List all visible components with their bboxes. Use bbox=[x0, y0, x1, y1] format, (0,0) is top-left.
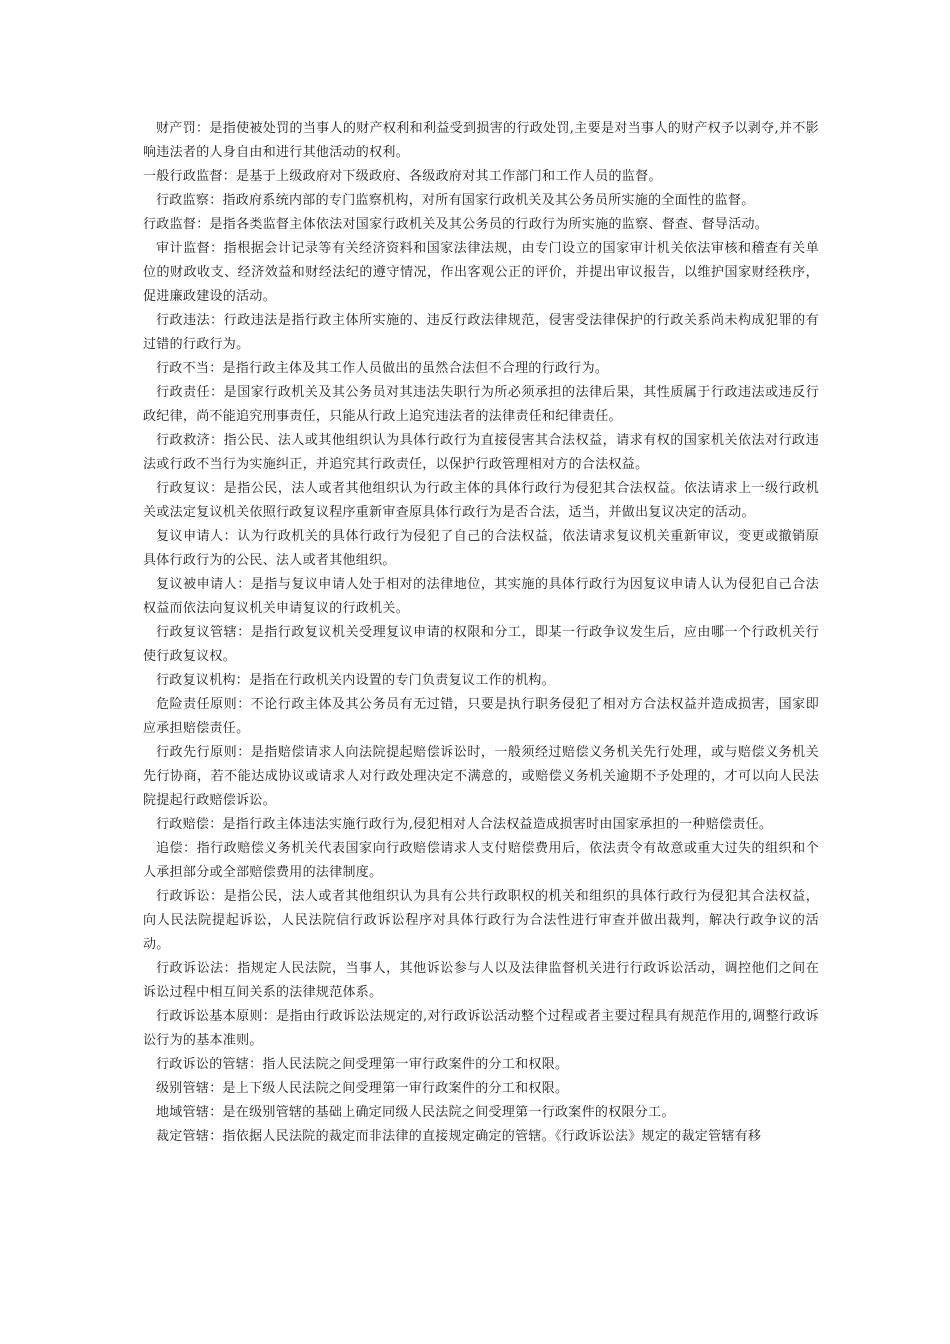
paragraph-reconsideration-body: 行政复议机构：是指在行政机关内设置的专门负责复议工作的机构。 bbox=[156, 673, 556, 688]
paragraph-reconsideration-respondent: 复议被申请人：是指与复议申请人处于相对的法律地位，其实施的具体行政行为因复议申请人认为侵犯自己合法权益而依法向复议机关申请复议的行政机关。 bbox=[143, 577, 819, 616]
paragraph-administrative-liability: 行政责任：是国家行政机关及其公务员对其违法失职行为所必须承担的法律后果，其性质属于行政违法或违反行政纪律，尚不能追究刑事责任，只能从行政上追究违法者的法律责任和纪律责任。 bbox=[143, 385, 819, 424]
paragraph-property-penalty: 财产罚：是指使被处罚的当事人的财产权利和利益受到损害的行政处罚,主要是对当事人的财产权予以剥夺,并不影响违法者的人身自由和进行其他活动的权利。 bbox=[143, 121, 819, 160]
paragraph-territorial-jurisdiction: 地域管辖：是在级别管辖的基础上确定同级人民法院之间受理第一行政案件的权限分工。 bbox=[156, 1105, 675, 1120]
paragraph-reconsideration-jurisdiction: 行政复议管辖：是指行政复议机关受理复议申请的权限和分工，即某一行政争议发生后，应由哪一个行政机关行使行政复议权。 bbox=[143, 625, 819, 664]
paragraph-administrative-violation: 行政违法：行政违法是指行政主体所实施的、违反行政法律规范，侵害受法律保护的行政关系尚未构成犯罪的有过错的行政行为。 bbox=[143, 313, 819, 352]
paragraph-administrative-remedy: 行政救济：指公民、法人或其他组织认为具体行政行为直接侵害其合法权益，请求有权的国家机关依法对行政违法或行政不当行为实施纠正，并追究其行政责任，以保护行政管理相对方的合法权益。 bbox=[143, 433, 819, 472]
paragraph-administrative-supervision: 行政监督：是指各类监督主体依法对国家行政机关及其公务员的行政行为所实施的监察、督查、督导活动。 bbox=[143, 217, 769, 232]
paragraph-administrative-compensation: 行政赔偿：是指行政主体违法实施行政行为,侵犯相对人合法权益造成损害时由国家承担的一种赔偿责任。 bbox=[156, 817, 773, 832]
paragraph-risk-liability-principle: 危险责任原则：不论行政主体及其公务员有无过错，只要是执行职务侵犯了相对方合法权益并造成损害，国家即应承担赔偿责任。 bbox=[143, 697, 819, 736]
paragraph-litigation-basic-principles: 行政诉讼基本原则：是指由行政诉讼法规定的,对行政诉讼活动整个过程或者主要过程具有规范作用的,调整行政诉讼行为的基本准则。 bbox=[143, 1009, 819, 1048]
paragraph-reconsideration-applicant: 复议申请人：认为行政机关的具体行政行为侵犯了自己的合法权益，依法请求复议机关重新审议，变更或撤销原具体行政行为的公民、法人或者其他组织。 bbox=[143, 529, 819, 568]
paragraph-general-supervision: 一般行政监督：是基于上级政府对下级政府、各级政府对其工作部门和工作人员的监督。 bbox=[143, 169, 662, 184]
paragraph-administrative-litigation: 行政诉讼：是指公民，法人或者其他组织认为具有公共行政职权的机关和组织的具体行政行为侵犯其合法权益，向人民法院提起诉讼，人民法院信行政诉讼程序对具体行政行为合法性进行审查并做出裁判，解决行政争议的活动。 bbox=[143, 889, 819, 952]
paragraph-administrative-reconsideration: 行政复议：是指公民，法人或者其他组织认为行政主体的具体行政行为侵犯其合法权益。依法请求上一级行政机关或法定复议机关依照行政复议程序重新审查原具体行政行为是否合法，适当，并做出复议决定的活动。 bbox=[143, 481, 819, 520]
paragraph-administrative-inspection: 行政监察：指政府系统内部的专门监察机构，对所有国家行政机关及其公务员所实施的全面性的监督。 bbox=[156, 193, 755, 208]
paragraph-audit-supervision: 审计监督：指根据会计记录等有关经济资料和国家法律法规，由专门设立的国家审计机关依法审核和稽查有关单位的财政收支、经济效益和财经法纪的遵守情况，作出客观公正的评价，并提出审议报告，以维护国家财经秩序，促进廉政建设的活动。 bbox=[143, 241, 819, 304]
document-body bbox=[143, 117, 819, 1149]
paragraph-ruling-jurisdiction: 裁定管辖：指依据人民法院的裁定而非法律的直接规定确定的管辖。《行政诉讼法》规定的裁定管辖有移 bbox=[156, 1129, 762, 1144]
paragraph-administrative-litigation-law: 行政诉讼法：指规定人民法院，当事人，其他诉讼参与人以及法律监督机关进行行政诉讼活动，调控他们之间在诉讼过程中相互间关系的法律规范体系。 bbox=[143, 961, 819, 1000]
paragraph-recovery: 追偿：指行政赔偿义务机关代表国家向行政赔偿请求人支付赔偿费用后，依法责令有故意或重大过失的组织和个人承担部分或全部赔偿费用的法律制度。 bbox=[143, 841, 819, 880]
paragraph-litigation-jurisdiction: 行政诉讼的管辖：指人民法院之间受理第一审行政案件的分工和权限。 bbox=[156, 1057, 569, 1072]
paragraph-administrative-impropriety: 行政不当：是指行政主体及其工作人员做出的虽然合法但不合理的行政行为。 bbox=[156, 361, 609, 376]
paragraph-level-jurisdiction: 级别管辖：是上下级人民法院之间受理第一审行政案件的分工和权限。 bbox=[156, 1081, 569, 1096]
paragraph-administrative-priority-principle: 行政先行原则：是指赔偿请求人向法院提起赔偿诉讼时，一般须经过赔偿义务机关先行处理，或与赔偿义务机关先行协商，若不能达成协议或请求人对行政处理决定不满意的，或赔偿义务机关逾期不予处理的，才可以向人民法院提起行政赔偿诉讼。 bbox=[143, 745, 819, 808]
